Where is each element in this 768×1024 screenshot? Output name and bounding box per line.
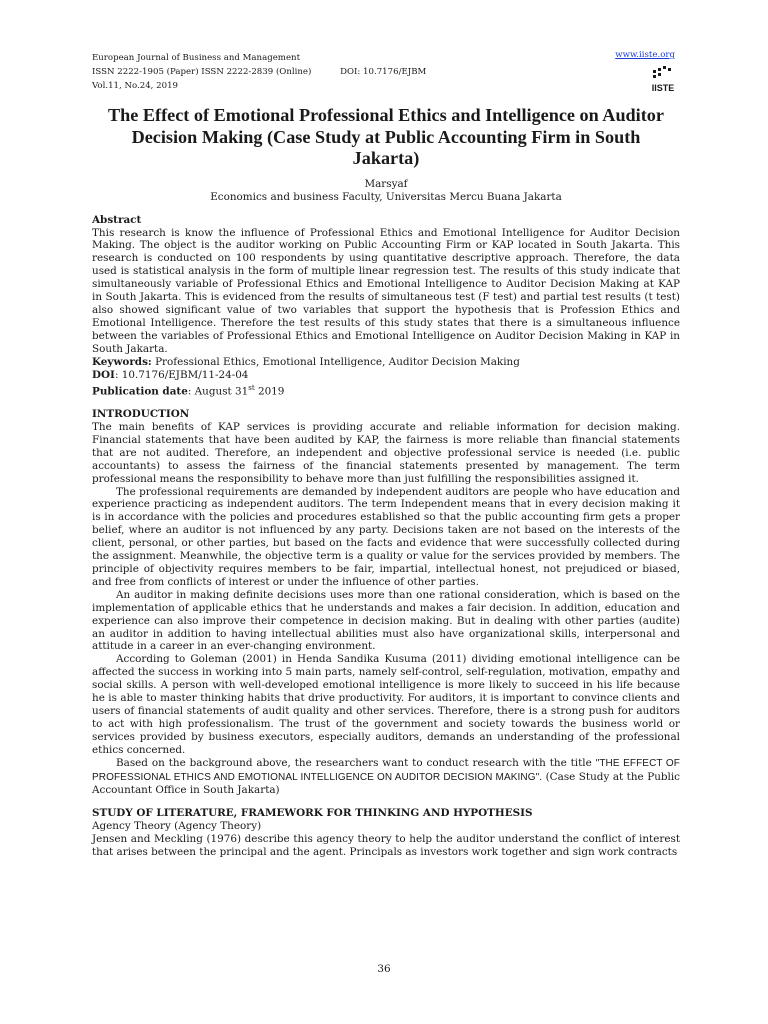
literature-heading: STUDY OF LITERATURE, FRAMEWORK FOR THINKING AND HYPOTHESIS (92, 807, 533, 820)
keywords-line (92, 356, 680, 369)
introduction-heading: INTRODUCTION (92, 408, 190, 421)
doi-label: DOI (92, 368, 115, 381)
keywords-label: Keywords: (92, 355, 152, 368)
logo-text: IISTE (651, 83, 675, 93)
volume-issue: Vol.11, No.24, 2019 (92, 81, 179, 91)
publication-date-line (92, 382, 680, 398)
pubdate-year: 2019 (254, 385, 285, 398)
author-name: Marsyaf (364, 177, 408, 190)
intro-paragraph-4: According to Goleman (2001) in Henda Sandika Kusuma (2011) dividing emotional intelligence can be affected the success in working into 5 main parts, namely self-control, self-regulation, motivation, empathy and social skills. A person with well-developed emotional intelligence is more likely to succeed in his life because he is able to master thinking habits that drive productivity. For auditors, it is important to convince clients and users of financial statements of audit quality and other services. Therefore, there is a strong push for auditors to act with high professionalism. The trust of the government and society towards the business world or services provided by business executors, especially auditors, demands an understanding of the professional ethics concerned. (92, 653, 680, 756)
intro-p5-title: "THE EFFECT OF PROFESSIONAL ETHICS AND EMOTIONAL INTELLIGENCE ON AUDITOR DECISION MAKING". (92, 757, 680, 783)
intro-p5-end: (Case Study at the Public Accountant Office in South Jakarta) (92, 770, 681, 797)
journal-url-link[interactable]: www.iiste.org (615, 50, 675, 60)
issn: ISSN 2222-1905 (Paper) ISSN 2222-2839 (Online) (92, 67, 312, 77)
keywords-value: Professional Ethics, Emotional Intelligence, Auditor Decision Making (151, 355, 520, 368)
journal-doi: DOI: 10.7176/EJBM (340, 67, 427, 77)
abstract-heading: Abstract (92, 213, 142, 226)
doi-line (92, 369, 680, 382)
paper-body (92, 105, 680, 859)
paper-title: The Effect of Emotional Professional Ethics and Intelligence on Auditor Decision Making (Case Study at Public Accounting Firm in South Jakarta) (108, 105, 664, 168)
issn-line (92, 65, 426, 79)
literature-paragraph-1: Jensen and Meckling (1976) describe this agency theory to help the auditor understand the conflict of interest that arises between the principal and the agent. Principals as investors work together and sign work contracts (92, 833, 680, 859)
doi-value: : 10.7176/EJBM/11-24-04 (114, 368, 249, 381)
intro-paragraph-1: The main benefits of KAP services is providing accurate and reliable information for decision making. Financial statements that have been audited by KAP, the fairness is more reliable than financial statements that are not audited. Therefore, an independent and objective professional service is needed (i.e. public accountants) to assess the fairness of the financial statements presented by management. The term professional means the responsibility to behave more than just fulfilling the responsibilities assigned it. (92, 421, 680, 485)
journal-name: European Journal of Business and Management (92, 53, 301, 63)
intro-p5-start: Based on the background above, the researchers want to conduct research with the title (116, 756, 596, 769)
pubdate-value: : August 31 (187, 385, 249, 398)
agency-theory-subheading: Agency Theory (Agency Theory) (92, 820, 262, 833)
intro-paragraph-2: The professional requirements are demanded by independent auditors are people who have education and experience practicing as independent auditors. The term Independent means that in every decision making it is in accordance with the policies and procedures established so that the public accounting firm gets a proper belief, where an auditor is not influenced by any party. Decisions taken are not based on the interests of the client, personal, or other parties, but based on the facts and evidence that were successfully collected during the assignment. Meanwhile, the objective term is a quality or value for the services provided by members. The principle of objectivity requires members to be fair, impartial, intellectual honest, not prejudiced or biased, and free from conflicts of interest or under the influence of other parties. (92, 485, 680, 588)
header-right (615, 50, 675, 94)
page-number: 36 (377, 963, 391, 975)
author-affiliation: Economics and business Faculty, Universitas Mercu Buana Jakarta (210, 190, 562, 203)
pubdate-label: Publication date (92, 385, 188, 398)
intro-paragraph-5 (92, 757, 680, 798)
intro-paragraph-3: An auditor in making definite decisions uses more than one rational consideration, which is based on the implementation of applicable ethics that he understands and makes a fair decision. In addition, education and experience can also improve their competence in decision making. But in dealing with other parties (audite) an auditor in addition to having intellectual abilities must also have organizational skills, interpersonal and attitude in a career in an ever-changing environment. (92, 588, 680, 653)
journal-header (92, 51, 426, 93)
abstract-text: This research is know the influence of Professional Ethics and Emotional Intelligence for Auditor Decision Making. The object is the auditor working on Public Accounting Firm or KAP located in South Jakarta. This research is conducted on 100 respondents by using quantitative descriptive approach. Therefore, the data used is statistical analysis in the form of multiple linear regression test. The results of this study indicate that simultaneously variable of Professional Ethics and Emotional Intelligence to Auditor Decision Making at KAP in South Jakarta. This is evidenced from the results of simultaneous test (F test) and partial test results (t test) also showed significant value of two variables that support the hypothesis that is Profession Ethics and Emotional Intelligence. Therefore the test results of this study states that there is a simultaneous influence between the variables of Professional Ethics and Emotional Intelligence on Auditor Decision Making in KAP in South Jakarta. (92, 226, 680, 355)
iiste-logo-icon (651, 64, 675, 94)
pubdate-sup: st (248, 383, 255, 392)
